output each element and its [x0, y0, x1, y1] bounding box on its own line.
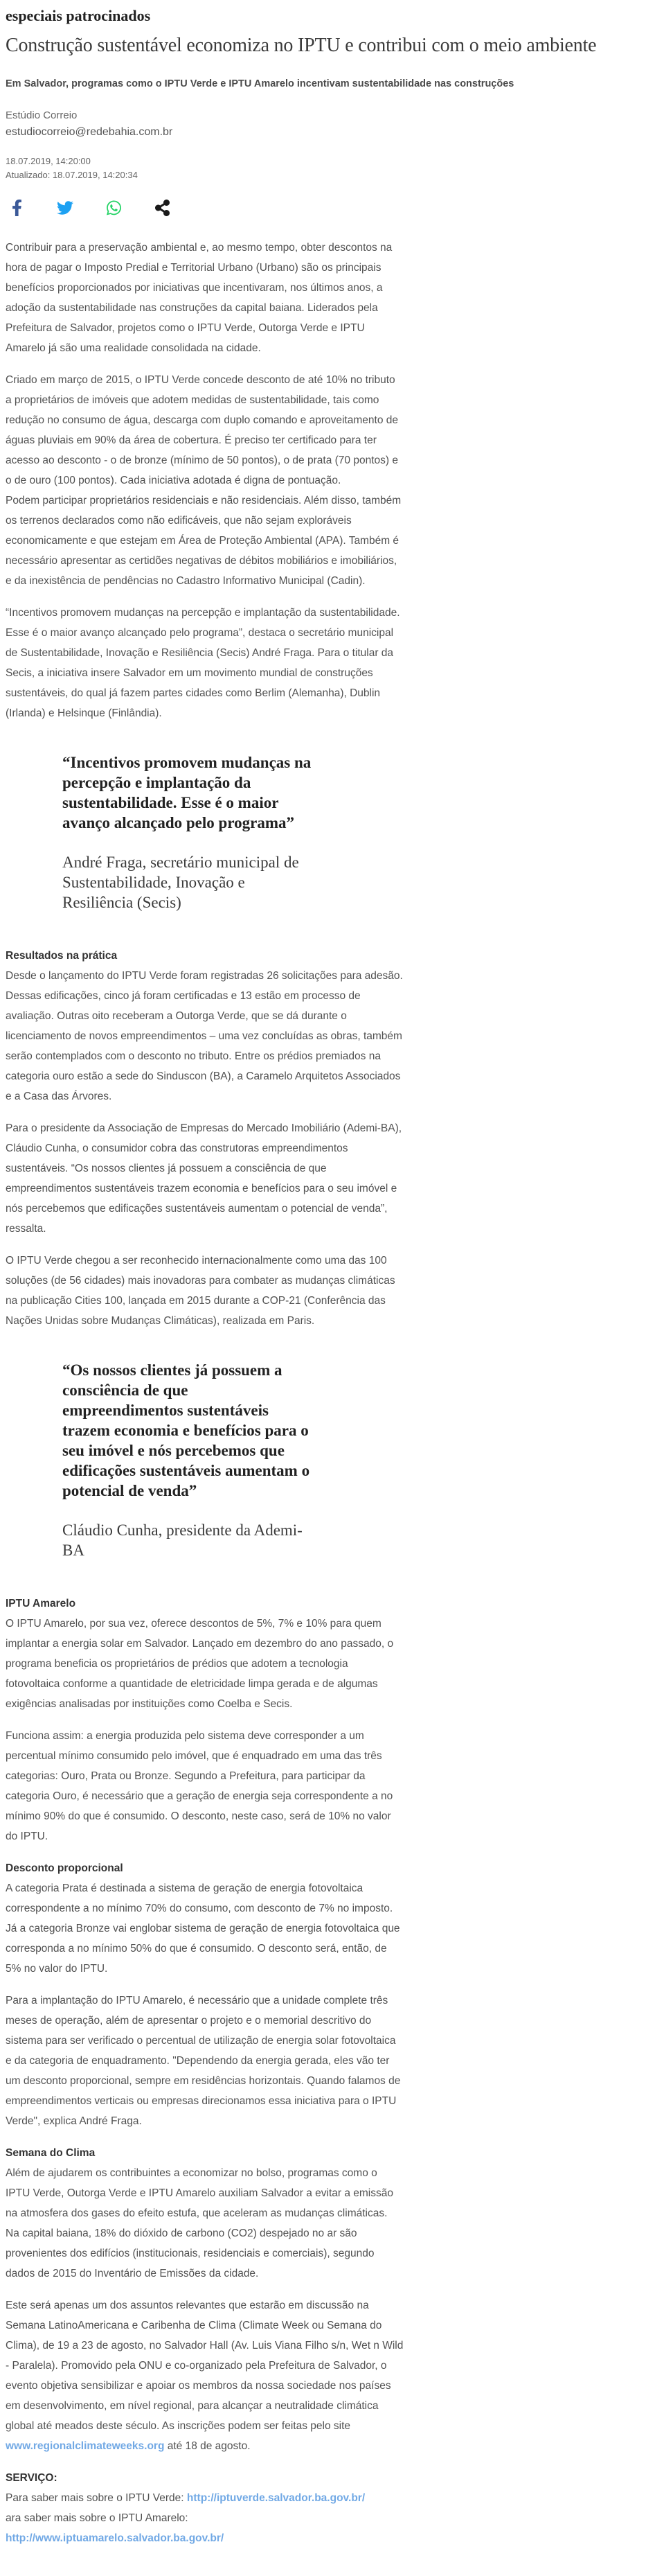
author-name: Estúdio Correio — [6, 109, 78, 121]
inline-link[interactable]: www.regionalclimateweeks.org — [6, 2440, 165, 2452]
share-button[interactable] — [154, 200, 170, 217]
article-paragraph: Além de ajudarem os contribuintes a economizar no bolso, programas como o IPTU Verde, Outorga Verde e IPTU Amarelo auxiliam Salvador a evitar a emissão na atmosfera dos gases do efeito estufa, que aceleram as mudanças climáticas. Na capital baiana, 18% do dióxido de carbono (CO2) despejado no ar são provenientes dos edifícios (institucionais, residenciais e comerciais), segundo dados de 2015 do Inventário de Emissões da cidade. — [6, 2167, 393, 2279]
article-body — [6, 238, 404, 2548]
byline — [6, 107, 658, 141]
article-paragraph: O IPTU Amarelo, por sua vez, oferece descontos de 5%, 7% e 10% para quem implantar a energia solar em Salvador. Lançado em dezembro do ano passado, o programa beneficia os proprietários de prédios que adotem a tecnologia fotovoltaica conforme a quantidade de eletricidade limpa gerada e de algumas exigências analisadas por instituições como Coelba e Secis. — [6, 1618, 394, 1710]
article-paragraph: O IPTU Verde chegou a ser reconhecido internacionalmente como uma das 100 soluções (de 56 cidades) mais inovadoras para combater as mudanças climáticas na publicação Cities 100, lançada em 2015 durante a COP-21 (Conferência das Nações Unidas sobre Mudanças Climáticas), realizada em Paris. — [6, 1255, 395, 1327]
whatsapp-icon — [105, 200, 123, 218]
author-email: estudiocorreio@redebahia.com.br — [6, 126, 173, 138]
article-paragraph: Criado em março de 2015, o IPTU Verde concede desconto de até 10% no tributo a proprietários de imóveis que adotem medidas de sustentabilidade, tais como redução no consumo de água, descarga com duplo comando e aproveitamento de águas pluviais em 90% da área de cobertura. É preciso ter certificado para ter acesso ao desconto - o de bronze (mínimo de 50 pontos), o de prata (70 pontos) e o de ouro (100 pontos). Cada iniciativa adotada é digna de pontuação. — [6, 374, 398, 486]
article-paragraph: “Incentivos promovem mudanças na percepção e implantação da sustentabilidade. Esse é o maior avanço alcançado pelo programa”, destaca o secretário municipal de Sustentabilidade, Inovação e Resiliência (Secis) André Fraga. Para o titular da Secis, a iniciativa insere Salvador em um movimento mundial de construções sustentáveis, do qual já fazem partes cidades como Berlim (Alemanha), Dublin (Irlanda) e Helsinque (Finlândia). — [6, 607, 400, 719]
facebook-share-button[interactable] — [8, 200, 25, 217]
section-heading: IPTU Amarelo — [6, 1598, 76, 1609]
article-paragraph: Para saber mais sobre o IPTU Verde: http://iptuverde.salvador.ba.gov.br/ — [6, 2492, 366, 2504]
pull-quote-text: “Incentivos promovem mudanças na percepção e implantação da sustentabilidade. Esse é o maior avanço alcançado pelo programa” — [62, 754, 312, 831]
article-paragraph: Funciona assim: a energia produzida pelo sistema deve corresponder a um percentual mínimo consumido pelo imóvel, que é enquadrado em uma das três categorias: Ouro, Prata ou Bronze. Segundo a Prefeitura, para participar da categoria Ouro, é necessário que a geração de energia seja correspondente a no mínimo 90% do que é consumido. O desconto, neste caso, será de 10% no valor do IPTU. — [6, 1730, 393, 1842]
published-date: 18.07.2019, 14:20:00 — [6, 156, 91, 166]
article-paragraph: ara saber mais sobre o IPTU Amarelo: — [6, 2512, 188, 2524]
section-heading: SERVIÇO: — [6, 2472, 57, 2484]
article-paragraph: Podem participar proprietários residenciais e não residenciais. Além disso, também os terrenos declarados como não edificáveis, que não sejam exploráveis economicamente e que estejam em Área de Proteção Ambiental (APA). Também é necessário apresentar as certidões negativas de débitos mobiliários e imobiliários, e da inexistência de pendências no Cadastro Informativo Municipal (Cadin). — [6, 495, 402, 587]
article-paragraph: Para o presidente da Associação de Empresas do Mercado Imobiliário (Ademi-BA), Cláudio Cunha, o consumidor cobra das construtoras empreendimentos sustentáveis. “Os nossos clientes já possuem a consciência de que empreendimentos sustentáveis trazem economia e benefícios para o seu imóvel e nós percebemos que edificações sustentáveis aumentam o potencial de venda”, ressalta. — [6, 1122, 402, 1235]
pull-quote — [62, 1360, 404, 1560]
section-heading: Semana do Clima — [6, 2147, 96, 2159]
share-icon — [154, 200, 170, 218]
pull-quote-text: “Os nossos clientes já possuem a consciência de que empreendimentos sustentáveis trazem economia e benefícios para o seu imóvel e nós percebemos que edificações sustentáveis aumentam o potencial de venda” — [62, 1361, 310, 1499]
inline-link[interactable]: http://iptuverde.salvador.ba.gov.br/ — [186, 2492, 366, 2504]
whatsapp-share-button[interactable] — [105, 200, 122, 217]
pull-quote — [62, 752, 404, 912]
twitter-share-button[interactable] — [57, 200, 73, 217]
updated-date: Atualizado: 18.07.2019, 14:20:34 — [6, 170, 138, 180]
pull-quote-attribution: Cláudio Cunha, presidente da Ademi-BA — [62, 1521, 303, 1559]
twitter-icon — [56, 200, 74, 218]
article-subtitle: Em Salvador, programas como o IPTU Verde e IPTU Amarelo incentivam sustentabilidade nas construções — [6, 78, 514, 89]
pull-quote-attribution: André Fraga, secretário municipal de Sustentabilidade, Inovação e Resiliência (Secis) — [62, 854, 299, 911]
section-heading: Desconto proporcional — [6, 1862, 123, 1874]
article-paragraph: A categoria Prata é destinada a sistema de geração de energia fotovoltaica correspondente a no mínimo 70% do consumo, com desconto de 7% no imposto. Já a categoria Bronze vai englobar sistema de geração de energia fotovoltaica que corresponda a no mínimo 50% do que é consumido. O desconto será, então, de 5% no valor do IPTU. — [6, 1882, 400, 1975]
kicker: especiais patrocinados — [6, 7, 151, 24]
date-block — [6, 155, 658, 182]
article-paragraph: Contribuir para a preservação ambiental e, ao mesmo tempo, obter descontos na hora de pagar o Imposto Predial e Territorial Urbano (Urbano) são os principais benefícios proporcionados por iniciativas que incentivaram, nos últimos anos, a adoção da sustentabilidade nas construções da capital baiana. Liderados pela Prefeitura de Salvador, projetos como o IPTU Verde, Outorga Verde e IPTU Amarelo já são uma realidade consolidada na cidade. — [6, 242, 393, 354]
page-title: Construção sustentável economiza no IPTU e contribui com o meio ambiente — [6, 35, 597, 56]
article-paragraph: Para a implantação do IPTU Amarelo, é necessário que a unidade complete três meses de operação, além de apresentar o projeto e o memorial descritivo do sistema para ser verificado o percentual de utilização de energia solar fotovoltaica e da categoria de enquadramento. "Dependendo da energia gerada, eles vão ter um desconto proporcional, sempre em residências horizontais. Quando falamos de empreendimentos verticais ou empresas direcionamos essa iniciativa para o IPTU Verde", explica André Fraga. — [6, 1995, 401, 2127]
section-heading: Resultados na prática — [6, 950, 118, 962]
article-paragraph: Desde o lançamento do IPTU Verde foram registradas 26 solicitações para adesão. Dessas edificações, cinco já foram certificadas e 13 estão em processo de avaliação. Outras oito receberam a Outorga Verde, que se dá durante o licenciamento de novos empreendimentos – uma vez concluídas as obras, também serão contemplados com o desconto no tributo. Entre os prédios premiados na categoria ouro estão a sede do Sinduscon (BA), a Caramelo Arquitetos Associados e a Casa das Árvores. — [6, 970, 403, 1102]
article-paragraph: Este será apenas um dos assuntos relevantes que estarão em discussão na Semana LatinoAmericana e Caribenha de Clima (Climate Week ou Semana do Clima), de 19 a 23 de agosto, no Salvador Hall (Av. Luis Viana Filho s/n, Wet n Wild - Paralela). Promovido pela ONU e co-organizado pela Prefeitura de Salvador, o evento objetiva sensibilizar e apoiar os membros da nossa sociedade nos países em desenvolvimento, em nível regional, para alcançar a neutralidade climática global até meados deste século. As inscrições podem ser feitas pelo site www.regionalclimateweeks.org até 18 de agosto. — [6, 2300, 404, 2452]
facebook-icon — [12, 200, 22, 218]
article-paragraph — [6, 2528, 404, 2548]
social-share-row — [8, 199, 658, 218]
inline-link[interactable]: http://www.iptuamarelo.salvador.ba.gov.br/ — [6, 2532, 224, 2544]
